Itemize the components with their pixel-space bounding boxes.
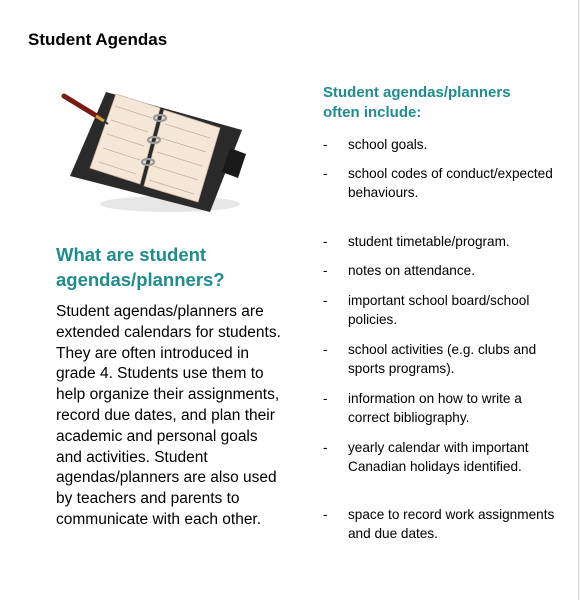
bullet-dash: - xyxy=(323,342,328,357)
list-item xyxy=(323,135,563,154)
bullet-dash: - xyxy=(323,137,328,152)
bullet-dash: - xyxy=(323,234,328,249)
left-section-heading: What are student agendas/planners? xyxy=(56,244,225,290)
bullet-dash: - xyxy=(323,263,328,278)
list-item xyxy=(323,340,563,378)
bullet-dash: - xyxy=(323,166,328,181)
list-item xyxy=(323,164,563,202)
list-item-text: space to record work assignments and due dates. xyxy=(348,507,555,541)
bullet-dash: - xyxy=(323,391,328,406)
right-section-heading: Student agendas/planners often include: xyxy=(323,84,511,121)
list-item-text: school codes of conduct/expected behaviours. xyxy=(348,166,553,200)
bullet-dash: - xyxy=(323,440,328,455)
bullet-dash: - xyxy=(323,293,328,308)
list-item-text: important school board/school policies. xyxy=(348,293,530,327)
planner-organizer-icon xyxy=(60,78,250,218)
list-item xyxy=(323,261,563,280)
list-item-text: information on how to write a correct bibliography. xyxy=(348,391,522,425)
list-item-text: student timetable/program. xyxy=(348,234,510,249)
list-item xyxy=(323,232,563,251)
bullet-dash: - xyxy=(323,507,328,522)
list-item xyxy=(323,438,563,476)
list-item xyxy=(323,505,563,543)
list-item xyxy=(323,389,563,427)
left-section-body: Student agendas/planners are extended calendars for students. They are often introduced in grade 4. Students use them to help organize their assignments, record due dates, and plan their academic and personal goals and activities. Student agendas/planners are also used by teachers and parents to communicate with each other. xyxy=(56,303,281,528)
list-item-text: school goals. xyxy=(348,137,428,152)
list-item-text: notes on attendance. xyxy=(348,263,475,278)
list-item-text: yearly calendar with important Canadian holidays identified. xyxy=(348,440,529,474)
list-item-text: school activities (e.g. clubs and sports programs). xyxy=(348,342,537,376)
list-item xyxy=(323,291,563,329)
page-title: Student Agendas xyxy=(28,30,168,49)
